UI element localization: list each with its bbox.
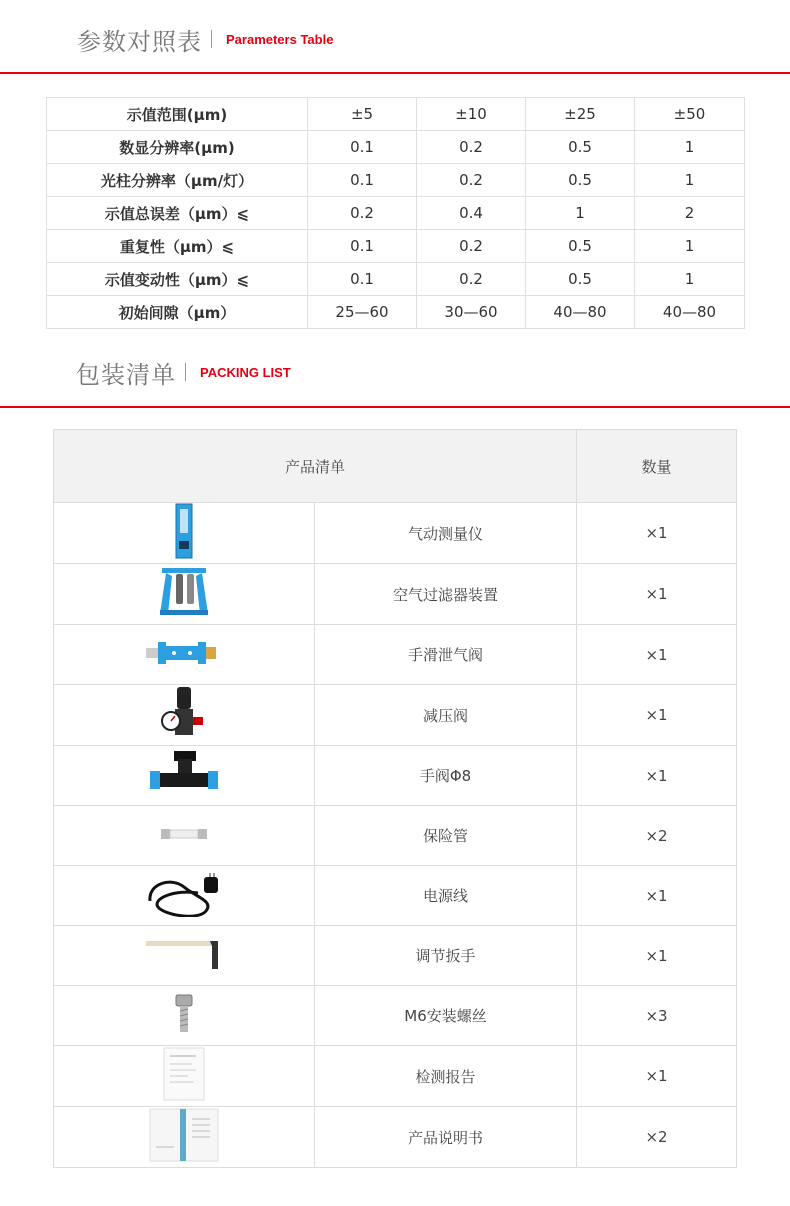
table-row [54,685,737,746]
section-divider [0,406,790,408]
header-qty: 数量 [577,430,737,503]
item-qty: ×2 [577,806,737,866]
hex-wrench-icon [144,937,224,975]
params-title-cn: 参数对照表 [77,28,202,56]
param-value: 0.4 [417,197,526,230]
param-value: 40—80 [526,296,635,329]
table-row [54,1107,737,1168]
item-image-cell [54,564,315,625]
mounting-screw-icon [172,994,196,1038]
param-value: 1 [635,131,745,164]
item-name: 保险管 [315,806,577,866]
parameters-table [46,97,745,329]
pneumatic-gauge-icon [171,503,197,563]
item-image-cell [54,503,315,564]
table-row [47,296,745,329]
item-qty: ×1 [577,503,737,564]
table-row [47,230,745,263]
item-qty: ×1 [577,866,737,926]
item-name: 产品说明书 [315,1107,577,1168]
param-label: 示值范围(μm) [47,98,308,131]
params-section-header [0,0,790,74]
param-value: 0.2 [417,263,526,296]
item-name: M6安装螺丝 [315,986,577,1046]
param-value: 40—80 [635,296,745,329]
item-qty: ×1 [577,625,737,685]
param-value: 0.2 [417,131,526,164]
param-value: 0.2 [417,230,526,263]
param-label: 示值变动性（μm）⩽ [47,263,308,296]
item-qty: ×3 [577,986,737,1046]
item-qty: ×1 [577,746,737,806]
packing-title-cn: 包装清单 [76,361,176,389]
title-separator [185,363,186,381]
manual-booklet-icon [148,1107,220,1167]
item-name: 空气过滤器装置 [315,564,577,625]
param-value: 1 [526,197,635,230]
param-value: 25—60 [308,296,417,329]
packing-title-en: PACKING LIST [200,365,291,380]
param-value: 30—60 [417,296,526,329]
item-name: 调节扳手 [315,926,577,986]
param-value: 0.5 [526,230,635,263]
table-row [47,131,745,164]
header-item: 产品清单 [54,430,577,503]
item-image-cell [54,926,315,986]
table-row [54,986,737,1046]
item-name: 气动测量仪 [315,503,577,564]
param-value: 0.2 [417,164,526,197]
table-row [47,197,745,230]
item-image-cell [54,1046,315,1107]
table-row [54,746,737,806]
item-qty: ×1 [577,926,737,986]
title-separator [211,30,212,48]
param-value: 1 [635,230,745,263]
test-report-icon [162,1046,206,1106]
param-value: 0.1 [308,263,417,296]
param-value: 1 [635,263,745,296]
table-row [54,926,737,986]
table-row [54,1046,737,1107]
table-row [54,866,737,926]
item-qty: ×1 [577,1046,737,1107]
item-name: 减压阀 [315,685,577,746]
pressure-reducer-icon [159,685,209,745]
hand-valve-icon [148,749,220,803]
param-value: 0.5 [526,164,635,197]
table-row [54,503,737,564]
item-image-cell [54,625,315,685]
item-image-cell [54,685,315,746]
param-value: 2 [635,197,745,230]
item-image-cell [54,806,315,866]
param-value: ±10 [417,98,526,131]
param-value: 0.1 [308,131,417,164]
param-value: 0.5 [526,263,635,296]
item-name: 手阀Φ8 [315,746,577,806]
item-qty: ×1 [577,685,737,746]
item-qty: ×2 [577,1107,737,1168]
param-value: ±50 [635,98,745,131]
table-row [47,98,745,131]
packing-section-header [0,340,790,408]
param-label: 示值总误差（μm）⩽ [47,197,308,230]
slide-valve-icon [144,638,224,672]
section-divider [0,72,790,74]
param-value: 0.2 [308,197,417,230]
table-row [54,806,737,866]
item-name: 电源线 [315,866,577,926]
item-name: 手滑泄气阀 [315,625,577,685]
item-image-cell [54,866,315,926]
param-value: 1 [635,164,745,197]
params-title-en: Parameters Table [226,32,334,47]
param-label: 初始间隙（μm） [47,296,308,329]
packing-list-table [53,429,737,1168]
item-image-cell [54,746,315,806]
item-name: 检测报告 [315,1046,577,1107]
table-row [47,164,745,197]
param-value: ±25 [526,98,635,131]
param-value: 0.1 [308,230,417,263]
param-label: 重复性（μm）⩽ [47,230,308,263]
fuse-tube-icon [159,826,209,846]
table-row [54,564,737,625]
param-value: ±5 [308,98,417,131]
item-qty: ×1 [577,564,737,625]
item-image-cell [54,1107,315,1168]
item-image-cell [54,986,315,1046]
packing-header-row [54,430,737,503]
air-filter-icon [156,564,212,624]
param-label: 数显分辨率(μm) [47,131,308,164]
table-row [47,263,745,296]
param-value: 0.1 [308,164,417,197]
table-row [54,625,737,685]
param-value: 0.5 [526,131,635,164]
power-cord-icon [144,871,224,921]
param-label: 光柱分辨率（μm/灯） [47,164,308,197]
